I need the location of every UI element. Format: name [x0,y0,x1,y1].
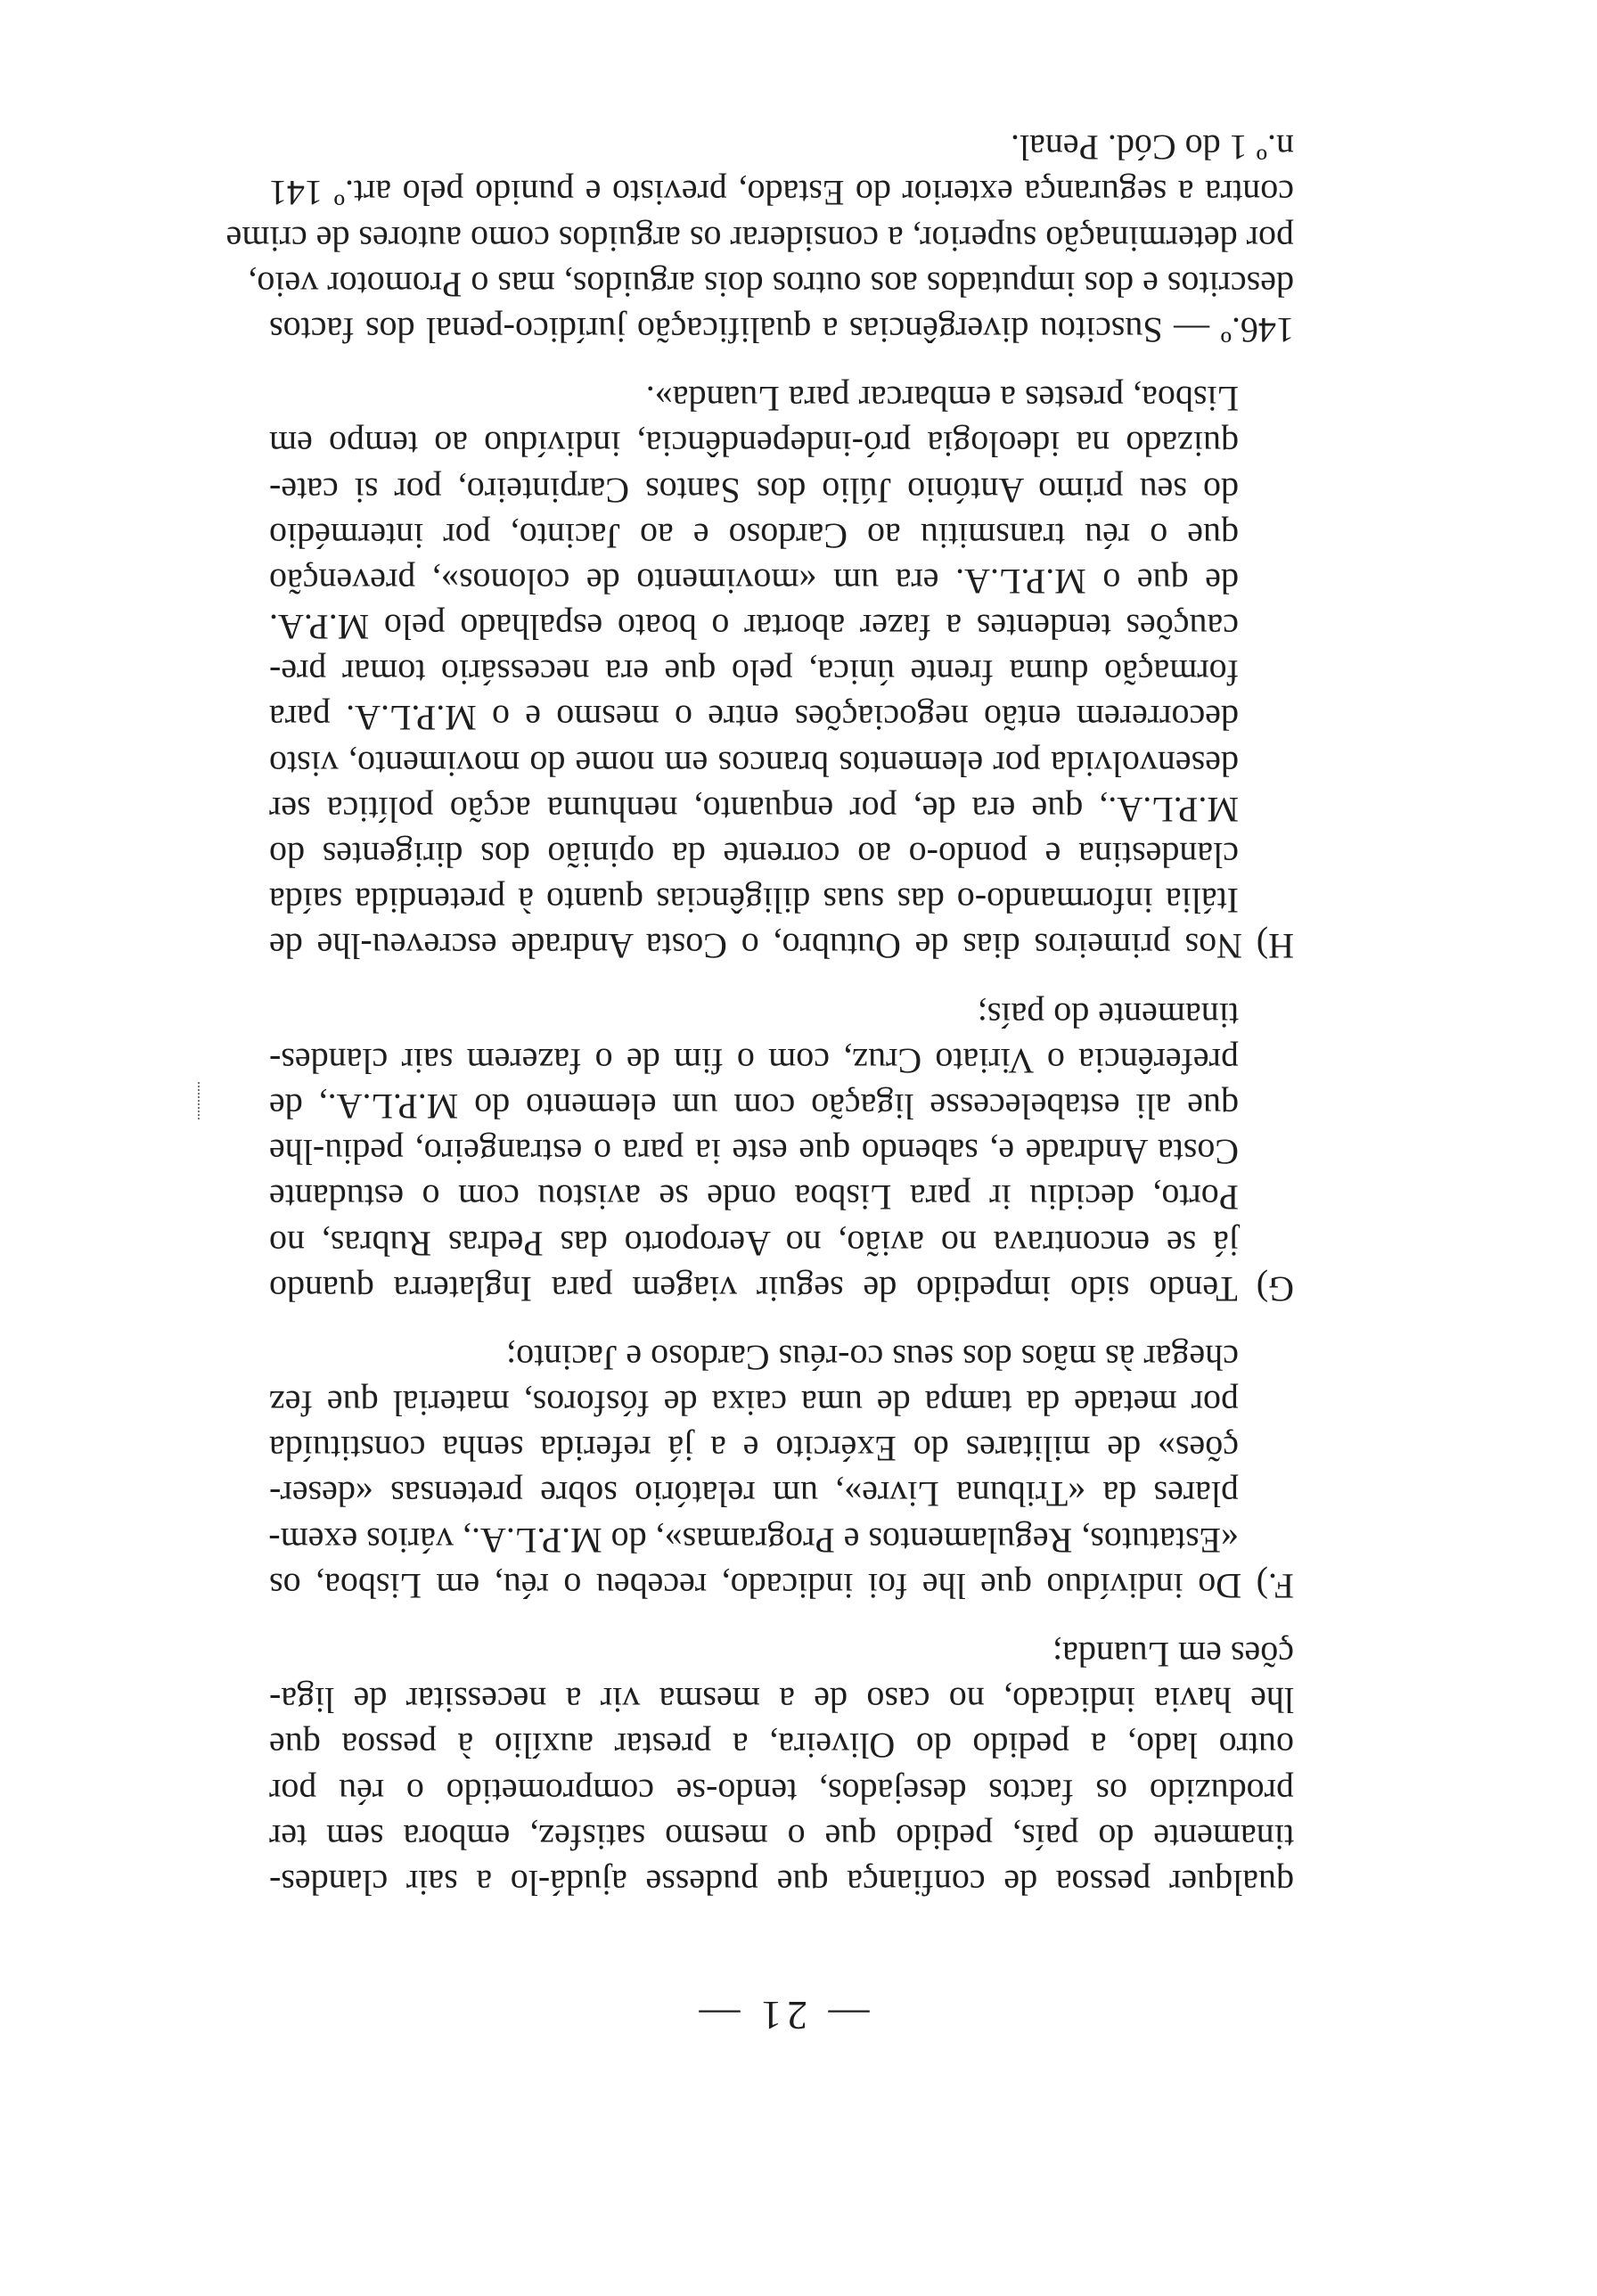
text-line: outro lado, a pedido do Oliveira, a prestar auxílio à pessoa que [269,1726,1294,1767]
text-line: descritos e dos imputados aos outros dois arguidos, mas o Promotor veio, [248,264,1294,305]
text-line: qualquer pessoa de confiança que pudesse ajudá-lo a sair clandes- [269,1863,1294,1903]
text-line: por metade da tampa de uma caixa de fósforos, material que fez [269,1383,1239,1424]
text-line: por determinação superior, a considerar os arguidos como autores de crime [225,218,1294,259]
text-line: plares da «Tribuna Livre», um relatório sobre pretensas «deser- [269,1474,1239,1515]
text-line: contra a segurança exterior do Estado, previsto e punido pelo art.º 141 [269,173,1294,214]
text-line: produzido os factos desejados, tendo-se comprometido o réu por [269,1771,1294,1812]
margin-mark [194,1082,200,1119]
text-line: H) Nos primeiros dias de Outubro, o Costa Andrade escreveu-lhe de [269,926,1294,967]
paragraph-g [269,992,1294,1311]
paragraph-h [269,376,1294,969]
text-line: formação duma frente única, pelo que era necessário tomar pre- [269,652,1239,693]
text-line: lhe havia indicado, no caso de a mesma vir a necessitar de liga- [269,1680,1294,1721]
text-line: F.) Do indivíduo que lhe foi indicado, recebeu o réu, em Lisboa, os [269,1565,1294,1606]
text-line: tinamente do país; [977,995,1239,1036]
text-line: G) Tendo sido impedido de seguir viagem para Inglaterra quando [269,1268,1294,1309]
text-line: M.P.L.A., que era de, por enquanto, nenhuma acção política ser [269,789,1239,830]
paragraph-cont [269,1632,1294,1906]
text-line: desenvolvida por elementos brancos em nome do movimento, visto [269,743,1239,784]
text-line: decorrerem então negociações entre o mesmo e o M.P.L.A. para [269,698,1239,739]
text-line: Porto, decidiu ir para Lisboa onde se avistou com o estudante [269,1177,1239,1218]
text-line: já se encontrava no avião, no Aeroporto das Pedras Rubras, no [269,1223,1239,1264]
text-line: «Estatutos, Regulamentos e Programas», do M.P.L.A., vários exem- [268,1520,1239,1561]
text-line: do seu primo António Júlio dos Santos Carpinteiro, por si cate- [269,470,1239,511]
text-line: cauções tendentes a fazer abortar o boato espalhado pelo M.P.A. [269,607,1239,648]
text-line: ções» de militares do Exército e a já referida senha constituída [269,1429,1239,1470]
text-line: preferência o Viriato Cruz, com o fim de o fazerem sair clandes- [269,1040,1239,1081]
text-line: clandestina e pondo-o ao corrente da opinião dos dirigentes do [269,835,1239,876]
text-line: chegar às mãos dos seus co-réus Cardoso e Jacinto; [506,1337,1239,1378]
text-line: que ali estabelecesse ligação com um elemento do M.P.L.A., de [269,1086,1239,1127]
text-block [225,102,1294,2038]
text-line: tinamente do país, pedido que o mesmo satisfez, embora sem ter [269,1816,1294,1857]
page-number: — 21 — [693,1993,870,2038]
text-line: n.º 1 do Cód. Penal. [1011,127,1294,168]
text-line: de que o M.P.L.A. era um «movimento de colonos», prevenção [269,561,1239,602]
text-line: ções em Luanda; [1052,1635,1294,1676]
text-line: quizado na ideologia pró-independência, indivíduo ao tempo em [269,424,1239,465]
text-line: Costa Andrade e, sabendo que este ia para o estrangeiro, pediu-lhe [269,1132,1239,1173]
text-line: Lisboa, prestes a embarcar para Luanda». [645,379,1239,420]
text-line: 146.º — Suscitou divergências a qualificação jurídico-penal dos factos [269,310,1294,350]
text-line: Itália informando-o das suas diligências quanto à pretendida saída [269,881,1239,922]
text-line: que o réu transmitiu ao Cardoso e ao Jacinto, por intermédio [269,515,1239,556]
paragraphs [225,125,1294,1906]
paragraph-f [269,1335,1294,1609]
paragraph-146 [225,125,1294,353]
